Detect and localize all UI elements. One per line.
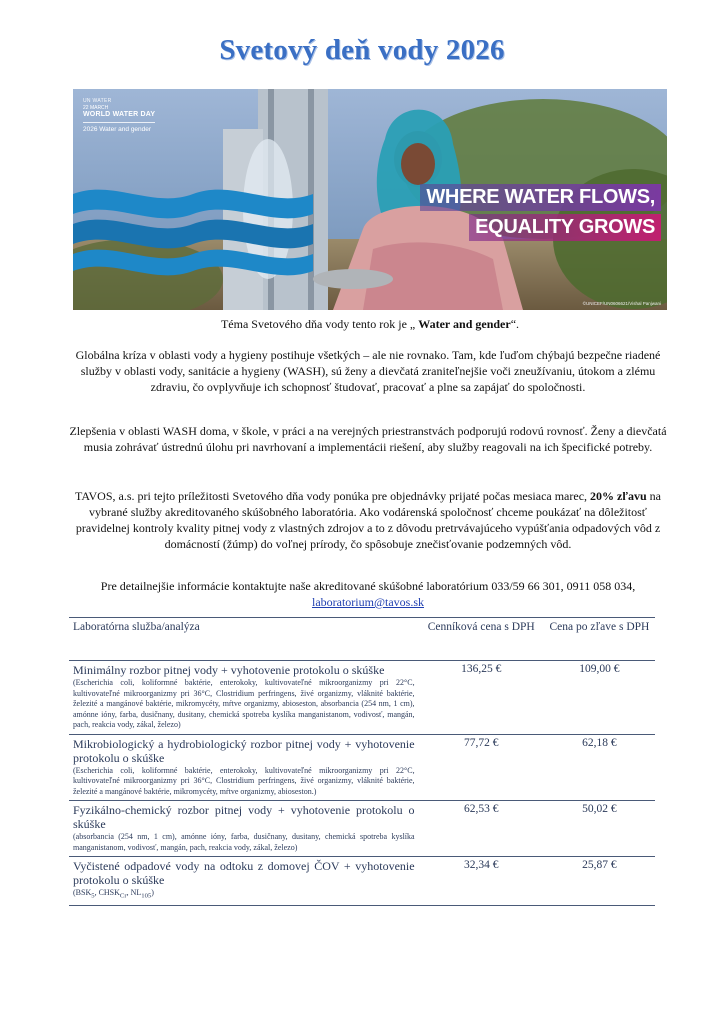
- service-name: Vyčistené odpadové vody na odtoku z domovej ČOV + vyhotovenie protokolu o skúške: [73, 859, 415, 887]
- service-detail: (Escherichia coli, koliformné baktérie, enterokoky, kultivovateľné mikroorganizmy pri 22°C, kultivovateľné mikroorganizmy pri 36°C, Clostridium perfringens, živé organizmy, vláknité baktérie, železité a mangánové baktérie, mikromycéty, mŕtve organizmy, abioseston.): [73, 765, 415, 796]
- table-header-row: [69, 618, 655, 661]
- list-price: 77,72 €: [419, 734, 544, 801]
- service-detail: ($BSK_5$, $CHSK_{Cr}$, $NL_{105}$): [73, 888, 154, 900]
- paragraph-crisis: Globálna kríza v oblasti vody a hygieny postihuje všetkých – ale nie rovnako. Tam, kde ľuďom chýbajú bezpečne riadené služby v oblasti vody, sanitácie a hygieny (WASH), sú ženy a dievčatá zraniteľnejšie voči zneužívaniu, útokom a zlému zdraviu, čo ovplyvňuje ich schopnosť študovať, pracovať a plne sa zapájať do spoločnosti.: [75, 348, 661, 394]
- world-water-day-logo: UN WATER 22 MARCH WORLD WATER DAY 2026 Water and gender: [83, 98, 156, 133]
- table-row: [69, 734, 655, 801]
- service-detail: (absorbancia (254 nm, 1 cm), amónne ióny, farba, dusičnany, dusitany, chemická spotreba kyslíka manganistanom, vodivosť, mangán, pach, reakcia vody, zákal, železo): [73, 832, 415, 852]
- table-row: [69, 801, 655, 857]
- table-row: [69, 857, 655, 906]
- header-list-price: Cenníková cena s DPH: [419, 618, 544, 661]
- contact-info: Pre detailnejšie informácie kontaktujte naše akreditované skúšobné laboratórium 033/59 66 301, 0911 058 034, laboratorium@tavos.sk: [100, 579, 636, 609]
- world-water-day-banner: [73, 89, 667, 310]
- discount-price: 25,87 €: [544, 857, 655, 906]
- logo-divider: [83, 122, 155, 123]
- service-name: Fyzikálno-chemický rozbor pitnej vody + vyhotovenie protokolu o skúške: [73, 803, 415, 831]
- discount-price: 50,02 €: [544, 801, 655, 857]
- discount-highlight: 20% zľavu: [590, 489, 647, 503]
- discount-price: 109,00 €: [544, 661, 655, 735]
- photo-credit: ©UNICEF/UN0606621/Vishal Panjwani: [582, 301, 661, 306]
- slogan-line-2: EQUALITY GROWS: [469, 214, 661, 241]
- list-price: 136,25 €: [419, 661, 544, 735]
- document-title: Svetový deň vody 2026: [219, 34, 505, 66]
- header-discount-price: Cena po zľave s DPH: [544, 618, 655, 661]
- theme-name: Water and gender: [418, 317, 511, 331]
- list-price: 62,53 €: [419, 801, 544, 857]
- table-row: [69, 661, 655, 735]
- list-price: 32,34 €: [419, 857, 544, 906]
- theme-line: Téma Svetového dňa vody tento rok je „ Water and gender“.: [220, 317, 520, 331]
- service-name: Mikrobiologický a hydrobiologický rozbor pitnej vody + vyhotovenie protokolu o skúške: [73, 736, 415, 765]
- paragraph-wash: Zlepšenia v oblasti WASH doma, v škole, v práci a na verejných priestranstvách podporujú rodovú rovnosť. Ženy a dievčatá musia zohrávať ústrednú úlohu pri navrhovaní a implementácii riešení, aby služby reagovali na ich špecifické potreby.: [69, 424, 667, 454]
- discount-price: 62,18 €: [544, 734, 655, 801]
- header-service: Laboratórna služba/analýza: [69, 618, 419, 661]
- services-price-table: [69, 617, 655, 906]
- email-link[interactable]: laboratorium@tavos.sk: [311, 595, 425, 609]
- service-name: Minimálny rozbor pitnej vody + vyhotovenie protokolu o skúške: [73, 663, 385, 677]
- service-detail: (Escherichia coli, koliformné baktérie, enterokoky, kultivovateľné mikroorganizmy pri 22°C, kultivovateľné mikroorganizmy pri 36°C, Clostridium perfringens, živé organizmy, vláknité baktérie, železité a mangánové baktérie, mikromycéty, mŕtve organizmy, abioseston, absorbancia (254 nm, 1 cm), amónne ióny, farba, dusičnany, dusitany, chemická spotreba kyslíka manganistanom, vodivosť, mangán, pach, reakcia vody, zákal, železo): [73, 678, 415, 729]
- slogan-line-1: WHERE WATER FLOWS,: [420, 184, 661, 211]
- paragraph-offer: TAVOS, a.s. pri tejto príležitosti Svetového dňa vody ponúka pre objednávky prijaté počas mesiaca marec, 20% zľavu na vybrané služby akreditovaného skúšobného laboratória. Ako vodárenská spoločnosť chceme poukázať na dôležitosť pravidelnej kontroly kvality pitnej vody z vlastných zdrojov a to z dôvodu pretrvávajúceho vypúšťania odpadových vôd z domácností (žúmp) do voľnej prírody, čo spôsobuje znečisťovanie podzemných vôd.: [75, 489, 661, 551]
